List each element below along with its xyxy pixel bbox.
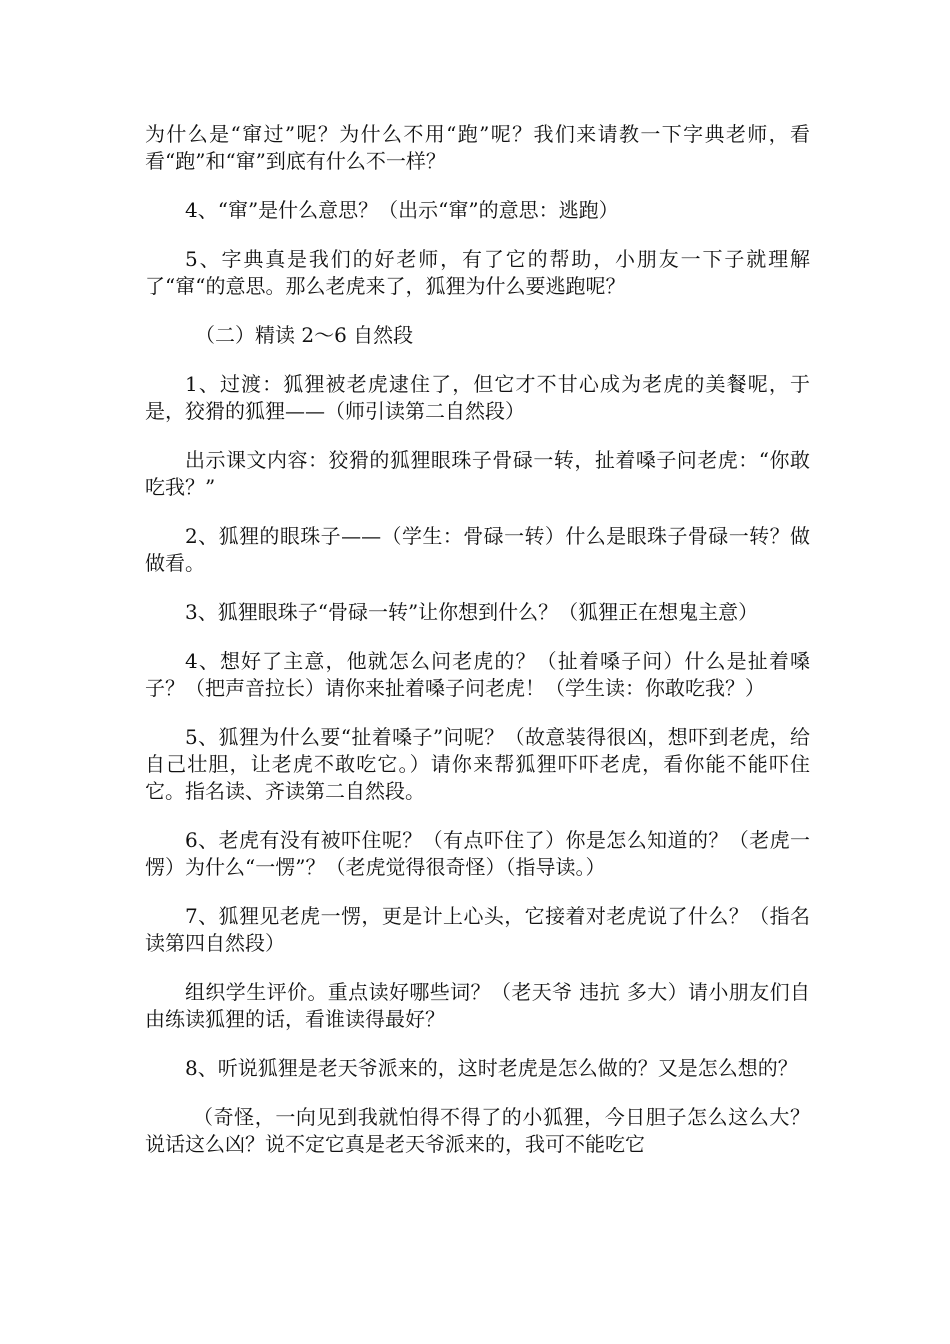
paragraph-5: 1、过渡：狐狸被老虎逮住了，但它才不甘心成为老虎的美餐呢，于是，狡猾的狐狸——（师引读第二自然段）: [145, 372, 810, 423]
paragraph-13: 组织学生评价。重点读好哪些词？（老天爷 违抗 多大）请小朋友们自由练读狐狸的话，看谁读得最好？: [145, 980, 810, 1031]
paragraph-15: （奇怪，一向见到我就怕得不得了的小狐狸，今日胆子怎么这么大？说话这么凶？说不定它真是老天爷派来的，我可不能吃它: [145, 1105, 810, 1156]
paragraph-10: 5、狐狸为什么要“扯着嗓子”问呢？（故意装得很凶，想吓到老虎，给自己壮胆，让老虎不敢吃它。）请你来帮狐狸吓吓老虎，看你能不能吓住它。指名读、齐读第二自然段。: [145, 725, 810, 803]
paragraph-2: 4、“窜”是什么意思？（出示“窜”的意思：逃跑）: [185, 198, 619, 222]
paragraph-3: 5、字典真是我们的好老师，有了它的帮助，小朋友一下子就理解了“窜“的意思。那么老虎来了，狐狸为什么要逃跑呢？: [145, 247, 810, 298]
paragraph-9: 4、想好了主意，他就怎么问老虎的？（扯着嗓子问）什么是扯着嗓子？（把声音拉长）请你来扯着嗓子问老虎！（学生读：你敢吃我？）: [145, 649, 810, 700]
section-heading: （二）精读 2～6 自然段: [195, 323, 414, 347]
paragraph-1: 为什么是“窜过”呢？为什么不用“跑”呢？我们来请教一下字典老师，看看“跑”和“窜”到底有什么不一样？: [145, 122, 810, 173]
paragraph-8: 3、狐狸眼珠子“骨碌一转”让你想到什么？（狐狸正在想鬼主意）: [185, 600, 759, 624]
document-body: [145, 121, 810, 1180]
paragraph-6: 出示课文内容：狡猾的狐狸眼珠子骨碌一转，扯着嗓子问老虎：“你敢吃我？”: [145, 448, 810, 499]
paragraph-12: 7、狐狸见老虎一愣，更是计上心头，它接着对老虎说了什么？（指名读第四自然段）: [145, 904, 810, 955]
paragraph-7: 2、狐狸的眼珠子——（学生：骨碌一转）什么是眼珠子骨碌一转？做做看。: [145, 524, 810, 575]
paragraph-14: 8、听说狐狸是老天爷派来的，这时老虎是怎么做的？又是怎么想的？: [185, 1056, 798, 1080]
paragraph-11: 6、老虎有没有被吓住呢？（有点吓住了）你是怎么知道的？（老虎一愣）为什么“一愣”？（老虎觉得很奇怪）（指导读。）: [145, 828, 810, 879]
